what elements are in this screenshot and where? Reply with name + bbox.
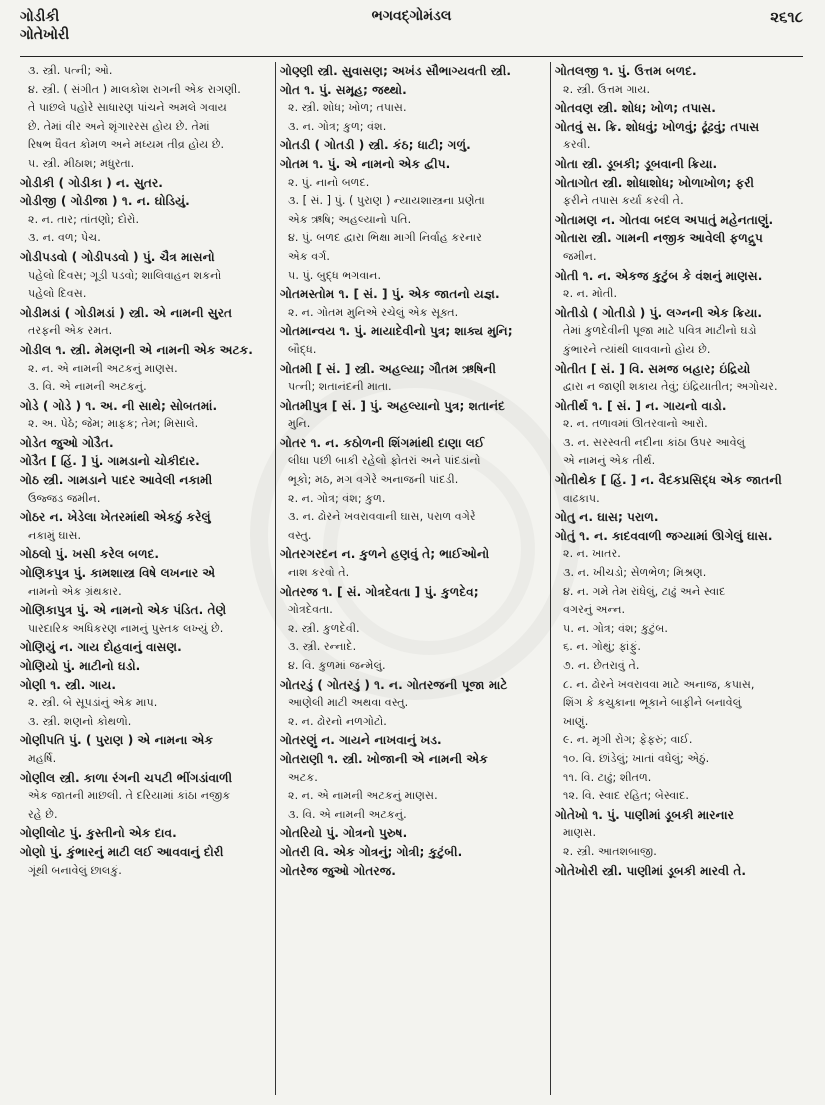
entry-headword-line: ગોતારા સ્ત્રી. ગામની નજીક આવેલી ફળદ્રુપ [555, 231, 763, 246]
entry-line: નકામું ઘાસ. [28, 528, 82, 542]
entry-line: ૨. પું. નાનો બળદ. [288, 175, 370, 189]
entry-line: વસ્તુ. [288, 528, 312, 542]
entry-line: પહેલો દિવસ. [28, 287, 87, 301]
entry-line: ૪. વિ. કુળમાં જન્મેલું. [288, 659, 386, 672]
entry-headword-line: ગોતા સ્ત્રી. ડૂબકી; ડૂબવાની ક્રિયા. [555, 156, 718, 171]
entry-headword-line: ગોતરગરદન ન. કુળને હણવું તે; ભાઈઓનો [280, 547, 490, 562]
entry-line: ૩. સ્ત્રી. શણનો કોથળો. [28, 714, 132, 728]
entry-line: ૩. વિ. એ નામની અટકનું. [288, 807, 407, 821]
entry-line: ૩. ન. ગોત્ર; કુળ; વંશ. [288, 119, 387, 133]
entry-headword-line: ગોતમાન્વય ૧. પું. માયાદેવીનો પુત્ર; શાક્ય મુનિ; [280, 324, 513, 339]
entry-line: ૯. ન. મૃગી રોગ; ફેફરું; વાઈ. [563, 733, 693, 747]
page-header [20, 8, 803, 57]
entry-line: ૨. ન. ખાતર. [563, 547, 621, 561]
entry-line: દ્વારા ન જાણી શકાય તેવું; ઇંદ્રિયાતીત; અગોચર. [563, 380, 778, 394]
entry-headword-line: ગોડીલ ૧. સ્ત્રી. મેમણની એ નામની એક અટક. [20, 342, 253, 357]
entry-headword-line: ગોતલજી ૧. પું. ઉત્તમ બળદ. [555, 64, 697, 78]
entry-line: વગરનું અન્ન. [563, 603, 626, 617]
guide-word-first: ગોડીકી [20, 9, 60, 25]
entry-line: ૫. પું. બુદ્ધ ભગવાન. [288, 268, 382, 282]
entry-line: ગૂંથી બનાવેલું છાલકું. [28, 863, 122, 877]
entry-headword-line: ગોતું ૧. ન. કાદવવાળી જગ્યામાં ઊગેલું ઘાસ. [555, 528, 773, 543]
entry-line: તેમાં કુળદેવીની પૂજા માટે પવિત્ર માટીનો ઘડો [563, 324, 757, 338]
entry-line: એ નામનું એક તીર્થ. [563, 454, 656, 468]
entry-headword-line: ગોતરાણી ૧. સ્ત્રી. ખોજાની એ નામની એક [280, 751, 488, 766]
column-divider [275, 62, 276, 1095]
entry-headword-line: ગોતરડું ( ગોતરડું ) ૧. ન. ગોતરજની પૂજા માટે [280, 677, 508, 692]
entry-headword-line: ગોણીલ સ્ત્રી. કાળા રંગની ચપટી ભીંગડાંવાળી [20, 770, 233, 785]
entry-line: ૨. સ્ત્રી. કુળદેવી. [288, 621, 360, 635]
entry-line: ૨. ન. મોતી. [563, 287, 617, 301]
entry-line: મુનિ. [288, 417, 311, 431]
entry-line: ૨. ન. ઢોરનો નળગોટો. [288, 714, 387, 728]
entry-line: એક વર્ગ. [288, 249, 330, 263]
entry-line: ૧૨. વિ. સ્વાદ રહિત; બેસ્વાદ. [563, 789, 689, 803]
entry-headword-line: ગોતરેજ જુઓ ગોતરજ. [280, 863, 396, 878]
entry-headword-line: ગોણિકપુત્ર પું. કામશાસ્ત્ર વિષે લખનાર એ [20, 566, 216, 581]
book-title: ભગવદ્ગોમંડલ [371, 8, 452, 24]
entry-headword-line: ગોતીત [ સં. ] વિ. સમજ બહાર; ઇંદ્રિયો [555, 361, 751, 376]
entry-headword-line: ગોતરણું ન. ગાયને નાખવાનું ખડ. [280, 733, 442, 748]
columns [20, 62, 803, 1095]
column-1 [20, 62, 270, 1095]
entry-headword-line: ગોતામણ ન. ગોતવા બદલ અપાતું મહેનતાણું. [555, 212, 774, 227]
entry-headword-line: ગોણીલોટ પું. કુસ્તીનો એક દાવ. [20, 826, 177, 841]
entry-line: ૪. પું. બળદ દ્વારા ભિક્ષા માગી નિર્વાહ કરનાર [288, 231, 482, 245]
entry-line: તે પાછલે પહોરે સાધારણ પાંચને અમલે ગવાય [28, 101, 227, 115]
entry-headword-line: ગોતરજ ૧. [ સં. ગોત્રદેવતા ] પું. કુળદેવ; [280, 584, 479, 599]
entry-headword-line: ગોતેખો ૧. પું. પાણીમાં ડૂબકી મારનાર [555, 807, 734, 822]
entry-headword-line: ગોણિયું ન. ગાય દોહવાનું વાસણ. [20, 640, 182, 655]
entry-line: ૩. વિ. એ નામની અટકનું. [28, 380, 147, 394]
entry-headword-line: ગોતુ ન. ઘાસ; પરાળ. [555, 510, 659, 525]
entry-headword-line: ગોડૈત [ હિં. ] પું. ગામડાનો ચોકીદાર. [20, 454, 200, 469]
entry-line: એક જાતની માછલી. તે દરિયામાં કાંઠા નજીક [28, 789, 231, 803]
entry-headword-line: ગોઠ સ્ત્રી. ગામડાને પાદર આવેલી નકામી [20, 473, 213, 488]
entry-line: ૨. ન. એ નામની અટકનું માણસ. [288, 789, 438, 803]
page-number: ૨૬૧૮ [770, 8, 803, 26]
entry-line: બૌદ્ધ. [288, 342, 317, 356]
entry-line: રહે છે. [28, 807, 58, 821]
entry-headword-line: ગોતમ ૧. પું. એ નામનો એક દ્વીપ. [280, 156, 451, 171]
entry-line: પારદારિક અધિકરણ નામનું પુસ્તક લખ્યું છે. [28, 621, 224, 635]
column-3 [555, 62, 803, 1095]
entry-line: ૫. સ્ત્રી. મીઠાશ; મધુરતા. [28, 156, 135, 170]
entry-headword-line: ગોડીમડાં ( ગોડીમડાં ) સ્ત્રી. એ નામની સુરત [20, 305, 233, 320]
entry-line: લીધા પછી બાકી રહેલો ફોતરાં અને પાંદડાંનો [288, 454, 481, 468]
entry-headword-line: ગોતેખોરી સ્ત્રી. પાણીમાં ડૂબકી મારવી તે. [555, 863, 747, 878]
entry-line: પહેલો દિવસ; ગૂડી પડવો; શાલિવાહન શકનો [28, 268, 222, 282]
entry-headword-line: ગોડે ( ગોડે ) ૧. અ. ની સાથે; સોબતમાં. [20, 398, 218, 413]
entry-headword-line: ગોતીડો ( ગોતીડો ) પું. લગ્નની એક ક્રિયા. [555, 305, 762, 320]
entry-line: ૨. સ્ત્રી. આતશબાજી. [563, 844, 657, 858]
entry-headword-line: ગોતવણ સ્ત્રી. શોધ; ખોળ; તપાસ. [555, 101, 716, 116]
entry-headword-line: ગોણો પું. કુંભારનું માટી લઈ આવવાનું દોરી [20, 844, 224, 859]
entry-line: ૪. ન. ગમે તેમ રાંધેલું, ટાઢું અને સ્વાદ [563, 584, 726, 598]
entry-headword-line: ગોતડી ( ગોતડી ) સ્ત્રી. કંઠ; ધાટી; ગળું. [280, 138, 471, 153]
entry-headword-line: ગોતવું સ. ક્રિ. શોધવું; ખોળવું; ઢૂંઢવું; તપાસ [555, 119, 760, 134]
entry-line: ભૂકો; મઠ, મગ વગેરે અનાજની પાંદડી. [288, 473, 459, 487]
entry-line: ૨. ન. તળાવમાં ઊતરવાનો આરો. [563, 417, 708, 431]
entry-line: રિષભ ધૈવત કોમળ અને મધ્યમ તીવ્ર હોય છે. [28, 138, 225, 152]
entry-line: ૨. ન. ગોતમ મુનિએ રચેલું એક સૂક્ત. [288, 305, 459, 319]
entry-headword-line: ગોડીપડવો ( ગોડીપડવો ) પું. ચૈત્ર માસનો [20, 249, 215, 264]
entry-line: ૫. ન. ગોત્ર; વંશ; કુટુંબ. [563, 621, 668, 635]
column-divider [550, 62, 551, 1095]
entry-headword-line: ગોડેત જુઓ ગોડૈત. [20, 435, 114, 450]
entry-headword-line: ગોણી ૧. સ્ત્રી. ગાય. [20, 677, 117, 692]
entry-headword-line: ગોતર ૧. ન. કઠોળની શિંગમાંથી દાણા લઈ [280, 435, 485, 450]
entry-headword-line: ગોણિયો પું. માટીનો ઘડો. [20, 659, 141, 673]
entry-headword-line: ગોતીર્થ ૧. [ સં. ] ન. ગાયનો વાડો. [555, 398, 727, 413]
entry-line: ૨. ન. તાર; તાંતણો; દોરો. [28, 212, 140, 226]
entry-line: એક ઋષિ; અહલ્યાનો પતિ. [288, 212, 412, 226]
entry-headword-line: ગોડીકી ( ગોડીકા ) ન. સુતર. [20, 175, 163, 190]
entry-line: ૪. સ્ત્રી. ( સંગીત ) માલકોશ રાગની એક રાગણી. [28, 82, 241, 96]
entry-headword-line: ગોઠર ન. ખેડેલા ખેતરમાંથી એકઠું કરેલું [20, 510, 211, 525]
entry-line: આણેલી માટી અથવા વસ્તુ. [288, 696, 409, 710]
entry-line: ૨. સ્ત્રી. બે સૂપડાંનું એક માપ. [28, 696, 158, 710]
column-2 [280, 62, 545, 1095]
entry-line: અટક. [288, 770, 318, 784]
entry-headword-line: ગોણ્ણી સ્ત્રી. સુવાસણ; અખંડ સૌભાગ્યવતી સ્ત્રી. [280, 64, 511, 78]
entry-line: ખાણું. [563, 714, 589, 728]
entry-headword-line: ગોતમીપુત્ર [ સં. ] પું. અહલ્યાનો પુત્ર; શતાનંદ [280, 398, 505, 413]
guide-word-last: ગોતેખોરી [20, 27, 70, 43]
entry-line: ૩. સ્ત્રી. પત્ની; ઓ. [28, 64, 113, 77]
entry-headword-line: ગોતાગોત સ્ત્રી. શોધાશોધ; ખોળાખોળ; ફરી [555, 175, 754, 190]
entry-line: ૨. ન. એ નામની અટકનું માણસ. [28, 361, 178, 375]
entry-line: ૩. [ સં. ] પું. ( પુરાણ ) ન્યાયશાસ્ત્રના પ્રણેતા [288, 194, 485, 208]
entry-headword-line: ગોડીજી ( ગોડીજા ) ૧. ન. ઘોડિયું. [20, 194, 190, 209]
entry-line: ૨. સ્ત્રી. શોધ; ખોળ; તપાસ. [288, 101, 407, 115]
entry-line: ઉજ્જડ જમીન. [28, 491, 101, 505]
entry-headword-line: ગોઠલો પું. ખસી કરેલ બળદ. [20, 547, 160, 562]
entry-headword-line: ગોતમસ્તોમ ૧. [ સં. ] પું. એક જાતનો યજ્ઞ. [280, 287, 500, 302]
entry-line: તરફની એક રમત. [28, 324, 113, 338]
entry-line: મહર્ષિ. [28, 751, 57, 765]
entry-line: નામનો એક ગ્રંથકાર. [28, 584, 122, 598]
entry-line: શિંગ કે કચુકાના ભૂકાને બાફીને બનાવેલું [563, 696, 742, 710]
entry-headword-line: ગોતમી [ સં. ] સ્ત્રી. અહલ્યા; ગૌતમ ઋષિની [280, 361, 496, 376]
entry-line: વાઢકાપ. [563, 491, 600, 505]
entry-line: ૭. ન. છેતરાવું તે. [563, 659, 640, 672]
entry-headword-line: ગોતી ૧. ન. એકજ કુટુંબ કે વંશનું માણસ. [555, 268, 763, 283]
entry-headword-line: ગોતરિયો પું. ગોત્રનો પુરુષ. [280, 826, 408, 841]
entry-line: છે. તેમાં વીર અને શૃંગારરસ હોય છે. તેમાં [28, 119, 210, 133]
entry-line: ૨. સ્ત્રી. ઉત્તમ ગાય. [563, 82, 651, 96]
entry-headword-line: ગોણીપતિ પું. ( પુરાણ ) એ નામના એક [20, 733, 214, 748]
entry-headword-line: ગોતીથેક [ હિં. ] ન. વૈદકપ્રસિદ્ધ એક જાતની [555, 473, 782, 488]
entry-line: ૩. સ્ત્રી. રન્નાદે. [288, 640, 357, 654]
entry-headword-line: ગોતરી વિ. એક ગોત્રનું; ગોત્રી; કુટુંબી. [280, 844, 463, 859]
entry-line: ૬. ન. ગોથું; ફાંફું. [563, 640, 641, 654]
entry-line: ૨. અ. પેઠે; જેમ; માફક; તેમ; મિસાલે. [28, 417, 199, 431]
entry-line: જમીન. [563, 249, 597, 263]
entry-line: ૮. ન. ઢોરને ખવરાવવા માટે અનાજ, કપાસ, [563, 677, 755, 691]
entry-headword-line: ગોણિકાપુત્ર પું. એ નામનો એક પંડિત. તેણે [20, 603, 227, 618]
entry-line: નાશ કરવો તે. [288, 566, 350, 580]
entry-line: ગોત્રદેવતા. [288, 603, 333, 617]
entry-line: ૨. ન. ગોત્ર; વંશ; કુળ. [288, 491, 386, 505]
entry-line: ૩. ન. ખીચડો; સેળભેળ; મિશ્રણ. [563, 566, 707, 580]
entry-line: માણસ. [563, 826, 597, 840]
entry-line: ૧૧. વિ. ટાઢું; શીતળ. [563, 770, 652, 784]
entry-line: ૩. ન. સરસ્વતી નદીના કાંઠા ઉપર આવેલું [563, 435, 746, 449]
entry-line: ફરીને તપાસ કર્યા કરવી તે. [563, 194, 684, 208]
entry-line: ૩. ન. વળ; પેચ. [28, 231, 101, 245]
entry-line: કરવી. [563, 138, 591, 152]
entry-line: ૩. ન. ઢોરને ખવરાવવાની ઘાસ, પરાળ વગેરે [288, 510, 476, 524]
entry-line: કુંભારને ત્યાંથી લાવવાનો હોય છે. [563, 342, 711, 356]
entry-line: પત્ની; શતાનંદની માતા. [288, 380, 392, 394]
entry-line: ૧૦. વિ. છાંડેલું; ખાતાં વધેલું; એઠું. [563, 751, 710, 765]
entry-headword-line: ગોત ૧. પું. સમૂહ; જથ્થો. [280, 82, 407, 97]
